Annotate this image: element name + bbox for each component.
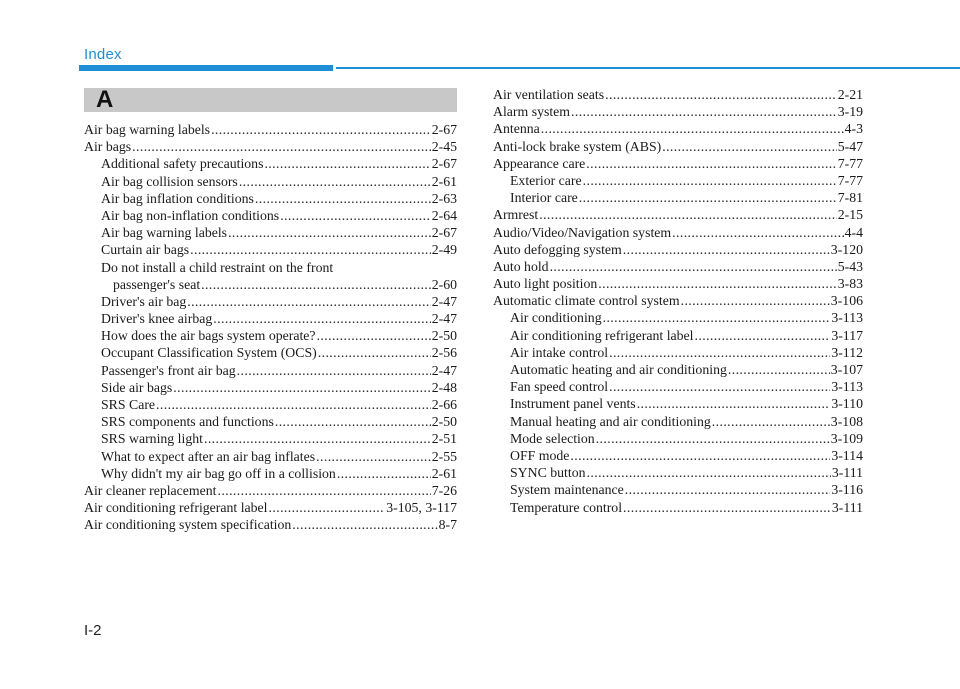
section-letter: A	[96, 86, 114, 113]
index-entry-line: Do not install a child restraint on the front	[101, 259, 334, 275]
entry-title: SRS warning light	[101, 431, 203, 447]
index-entry	[493, 258, 863, 275]
entry-title: Driver's knee airbag	[101, 311, 213, 327]
leader-dots	[539, 206, 836, 223]
index-subentry	[84, 430, 457, 447]
entry-title: Automatic climate control system	[493, 293, 680, 309]
index-column-left	[84, 121, 457, 534]
index-subentry	[84, 413, 457, 430]
entry-page-ref: 2-67	[431, 122, 457, 137]
entry-title: Air intake control	[510, 344, 609, 360]
entry-page-ref: 2-60	[431, 276, 457, 292]
entry-title: Air bag non-inflation conditions	[101, 207, 280, 223]
index-subentry	[84, 155, 457, 172]
entry-page-ref: 3-109	[830, 430, 863, 446]
entry-title: Air bag warning labels	[101, 225, 228, 241]
leader-dots	[623, 241, 830, 258]
index-entry	[493, 155, 863, 172]
leader-dots	[132, 138, 431, 155]
leader-dots	[292, 516, 437, 533]
leader-dots	[695, 327, 831, 344]
index-entry	[84, 121, 457, 138]
entry-page-ref: 3-106	[830, 293, 863, 309]
leader-dots	[237, 362, 431, 379]
index-subentry	[84, 224, 457, 241]
entry-page-ref: 3-117	[831, 327, 863, 343]
leader-dots	[264, 155, 430, 172]
leader-dots	[173, 379, 430, 396]
entry-page-ref: 4-4	[844, 224, 863, 240]
entry-page-ref: 2-15	[837, 207, 863, 223]
index-subentry	[84, 344, 457, 361]
index-column-right	[493, 86, 863, 516]
index-header-label: Index	[84, 46, 122, 63]
leader-dots	[213, 310, 430, 327]
entry-title: Passenger's front air bag	[101, 362, 236, 378]
index-entry	[493, 138, 863, 155]
leader-dots	[337, 465, 431, 482]
entry-page-ref: 2-48	[431, 379, 457, 395]
entry-page-ref: 2-63	[431, 190, 457, 206]
index-subentry	[493, 447, 863, 464]
entry-title: Anti-lock brake system (ABS)	[493, 138, 662, 154]
index-subentry	[493, 361, 863, 378]
index-subentry	[493, 172, 863, 189]
entry-title: Fan speed control	[510, 379, 609, 395]
entry-title: Air ventilation seats	[493, 87, 605, 102]
leader-dots	[637, 395, 831, 412]
index-subentry	[84, 241, 457, 258]
page-number: I-2	[84, 622, 102, 639]
leader-dots	[586, 155, 836, 172]
entry-page-ref: 8-7	[438, 517, 457, 533]
entry-page-ref: 3-19	[837, 104, 863, 120]
index-entry	[493, 241, 863, 258]
entry-page-ref: 7-26	[431, 482, 457, 498]
leader-dots	[728, 361, 830, 378]
entry-title: SYNC button	[510, 465, 586, 481]
entry-page-ref: 2-50	[431, 414, 457, 430]
index-subentry	[84, 465, 457, 482]
entry-title: Air cleaner replacement	[84, 482, 217, 498]
leader-dots	[228, 224, 431, 241]
index-entry	[493, 206, 863, 223]
entry-title: System maintenance	[510, 482, 624, 498]
entry-page-ref: 2-67	[431, 156, 457, 172]
entry-page-ref: 3-113	[831, 310, 863, 326]
entry-title: Side air bags	[101, 379, 173, 395]
index-subentry	[84, 190, 457, 207]
entry-page-ref: 3-120	[830, 241, 863, 257]
entry-title: Audio/Video/Navigation system	[493, 224, 672, 240]
entry-title: Manual heating and air conditioning	[510, 413, 711, 429]
leader-dots	[550, 258, 837, 275]
entry-page-ref: 7-77	[837, 155, 863, 171]
leader-dots	[712, 413, 830, 430]
entry-title: Auto hold	[493, 258, 549, 274]
leader-dots	[623, 499, 831, 516]
index-entry	[493, 224, 863, 241]
entry-title: Instrument panel vents	[510, 396, 636, 412]
header-rule-thick	[79, 65, 333, 71]
entry-page-ref: 2-55	[431, 448, 457, 464]
entry-page-ref: 2-61	[431, 465, 457, 481]
index-entry	[84, 138, 457, 155]
entry-title: What to expect after an air bag inflates	[101, 448, 316, 464]
index-subentry	[493, 413, 863, 430]
index-subentry	[84, 276, 457, 293]
index-entry	[493, 120, 863, 137]
entry-title: Air conditioning refrigerant label	[510, 327, 694, 343]
leader-dots	[587, 464, 831, 481]
index-subentry	[84, 207, 457, 224]
entry-title: Air conditioning refrigerant label	[84, 500, 268, 516]
entry-title: Air conditioning system specification	[84, 517, 292, 533]
index-entry	[493, 86, 863, 103]
entry-page-ref: 4-3	[844, 121, 863, 137]
entry-page-ref: 3-107	[830, 362, 863, 377]
leader-dots	[583, 172, 837, 189]
entry-title: SRS Care	[101, 397, 156, 412]
leader-dots	[579, 189, 837, 206]
leader-dots	[609, 378, 830, 395]
leader-dots	[255, 190, 431, 207]
leader-dots	[190, 241, 431, 258]
index-subentry	[493, 327, 863, 344]
entry-page-ref: 2-66	[431, 397, 457, 412]
leader-dots	[218, 482, 431, 499]
index-subentry	[84, 396, 457, 413]
entry-page-ref: 2-47	[431, 362, 457, 378]
entry-title: Interior care	[510, 190, 578, 206]
index-subentry	[493, 395, 863, 412]
index-subentry	[493, 189, 863, 206]
entry-title: OFF mode	[510, 447, 570, 463]
entry-page-ref: 3-108	[830, 413, 863, 429]
entry-page-ref: 7-77	[837, 172, 863, 188]
entry-page-ref: 2-64	[431, 207, 457, 223]
leader-dots	[625, 481, 831, 498]
index-subentry	[493, 309, 863, 326]
entry-title: Appearance care	[493, 155, 586, 171]
entry-title: Antenna	[493, 121, 540, 137]
index-subentry	[493, 499, 863, 516]
entry-title: Air bag warning labels	[84, 122, 211, 137]
leader-dots	[605, 86, 837, 103]
index-subentry	[493, 481, 863, 498]
entry-page-ref: 5-43	[837, 258, 863, 274]
leader-dots	[275, 413, 431, 430]
section-letter-box	[84, 88, 457, 112]
entry-page-ref: 3-110	[831, 396, 863, 412]
leader-dots	[609, 344, 830, 361]
leader-dots	[239, 173, 431, 190]
entry-page-ref: 5-47	[837, 138, 863, 154]
index-entry	[493, 292, 863, 309]
entry-title: Exterior care	[510, 172, 582, 188]
entry-page-ref: 2-21	[837, 87, 863, 102]
entry-title: Air bags	[84, 139, 132, 155]
entry-title: Driver's air bag	[101, 293, 187, 309]
entry-page-ref: 3-105, 3-117	[386, 500, 457, 516]
entry-page-ref: 2-45	[431, 139, 457, 155]
entry-title: Air conditioning	[510, 310, 602, 326]
entry-title: Temperature control	[510, 499, 623, 515]
entry-title: Auto light position	[493, 276, 598, 292]
entry-page-ref: 3-111	[831, 499, 863, 515]
index-subentry	[84, 448, 457, 465]
entry-page-ref: 7-81	[837, 190, 863, 206]
index-entry	[493, 275, 863, 292]
index-subentry	[493, 378, 863, 395]
index-entry	[493, 103, 863, 120]
entry-title: Armrest	[493, 207, 539, 223]
index-entry	[84, 516, 457, 533]
entry-page-ref: 2-51	[431, 431, 457, 447]
leader-dots	[603, 309, 831, 326]
leader-dots	[280, 207, 431, 224]
leader-dots	[598, 275, 836, 292]
header-rule-thin	[336, 67, 960, 69]
index-subentry	[84, 379, 457, 396]
leader-dots	[204, 430, 431, 447]
entry-title: SRS components and functions	[101, 414, 274, 430]
entry-title: Additional safety precautions	[101, 156, 264, 172]
entry-page-ref: 2-56	[431, 345, 457, 361]
index-subentry	[493, 344, 863, 361]
leader-dots	[570, 447, 830, 464]
leader-dots	[596, 430, 830, 447]
entry-title: Mode selection	[510, 430, 595, 446]
entry-title: Auto defogging system	[493, 241, 622, 257]
leader-dots	[317, 327, 431, 344]
leader-dots	[318, 344, 431, 361]
entry-title: Alarm system	[493, 104, 571, 120]
entry-title: passenger's seat	[113, 276, 201, 292]
leader-dots	[316, 448, 431, 465]
entry-title: Air bag inflation conditions	[101, 190, 254, 206]
entry-page-ref: 2-49	[431, 242, 457, 258]
index-subentry	[84, 327, 457, 344]
entry-title: Air bag collision sensors	[101, 173, 238, 189]
leader-dots	[269, 499, 386, 516]
index-entry	[84, 482, 457, 499]
index-subentry	[84, 293, 457, 310]
entry-page-ref: 3-83	[837, 276, 863, 292]
index-subentry	[84, 173, 457, 190]
leader-dots	[211, 121, 431, 138]
leader-dots	[187, 293, 430, 310]
leader-dots	[541, 120, 844, 137]
entry-page-ref: 2-47	[431, 311, 457, 327]
index-subentry	[493, 464, 863, 481]
leader-dots	[571, 103, 837, 120]
leader-dots	[156, 396, 431, 413]
index-entry	[84, 499, 457, 516]
leader-dots	[672, 224, 843, 241]
entry-title: Why didn't my air bag go off in a collision	[101, 465, 336, 481]
index-subentry	[493, 430, 863, 447]
entry-page-ref: 2-61	[431, 173, 457, 189]
leader-dots	[201, 276, 431, 293]
entry-page-ref: 2-67	[431, 225, 457, 241]
entry-page-ref: 3-111	[831, 465, 863, 481]
leader-dots	[662, 138, 836, 155]
entry-page-ref: 2-47	[431, 293, 457, 309]
entry-page-ref: 3-114	[831, 447, 863, 463]
entry-title: Occupant Classification System (OCS)	[101, 345, 317, 361]
entry-title: Automatic heating and air conditioning	[510, 362, 727, 377]
entry-page-ref: 3-113	[831, 379, 863, 395]
entry-title: Curtain air bags	[101, 242, 190, 258]
index-subentry	[84, 310, 457, 327]
leader-dots	[681, 292, 830, 309]
entry-page-ref: 3-116	[831, 482, 863, 498]
index-subentry	[84, 362, 457, 379]
entry-title: How does the air bags system operate?	[101, 328, 316, 344]
entry-page-ref: 2-50	[431, 328, 457, 344]
entry-page-ref: 3-112	[831, 344, 863, 360]
